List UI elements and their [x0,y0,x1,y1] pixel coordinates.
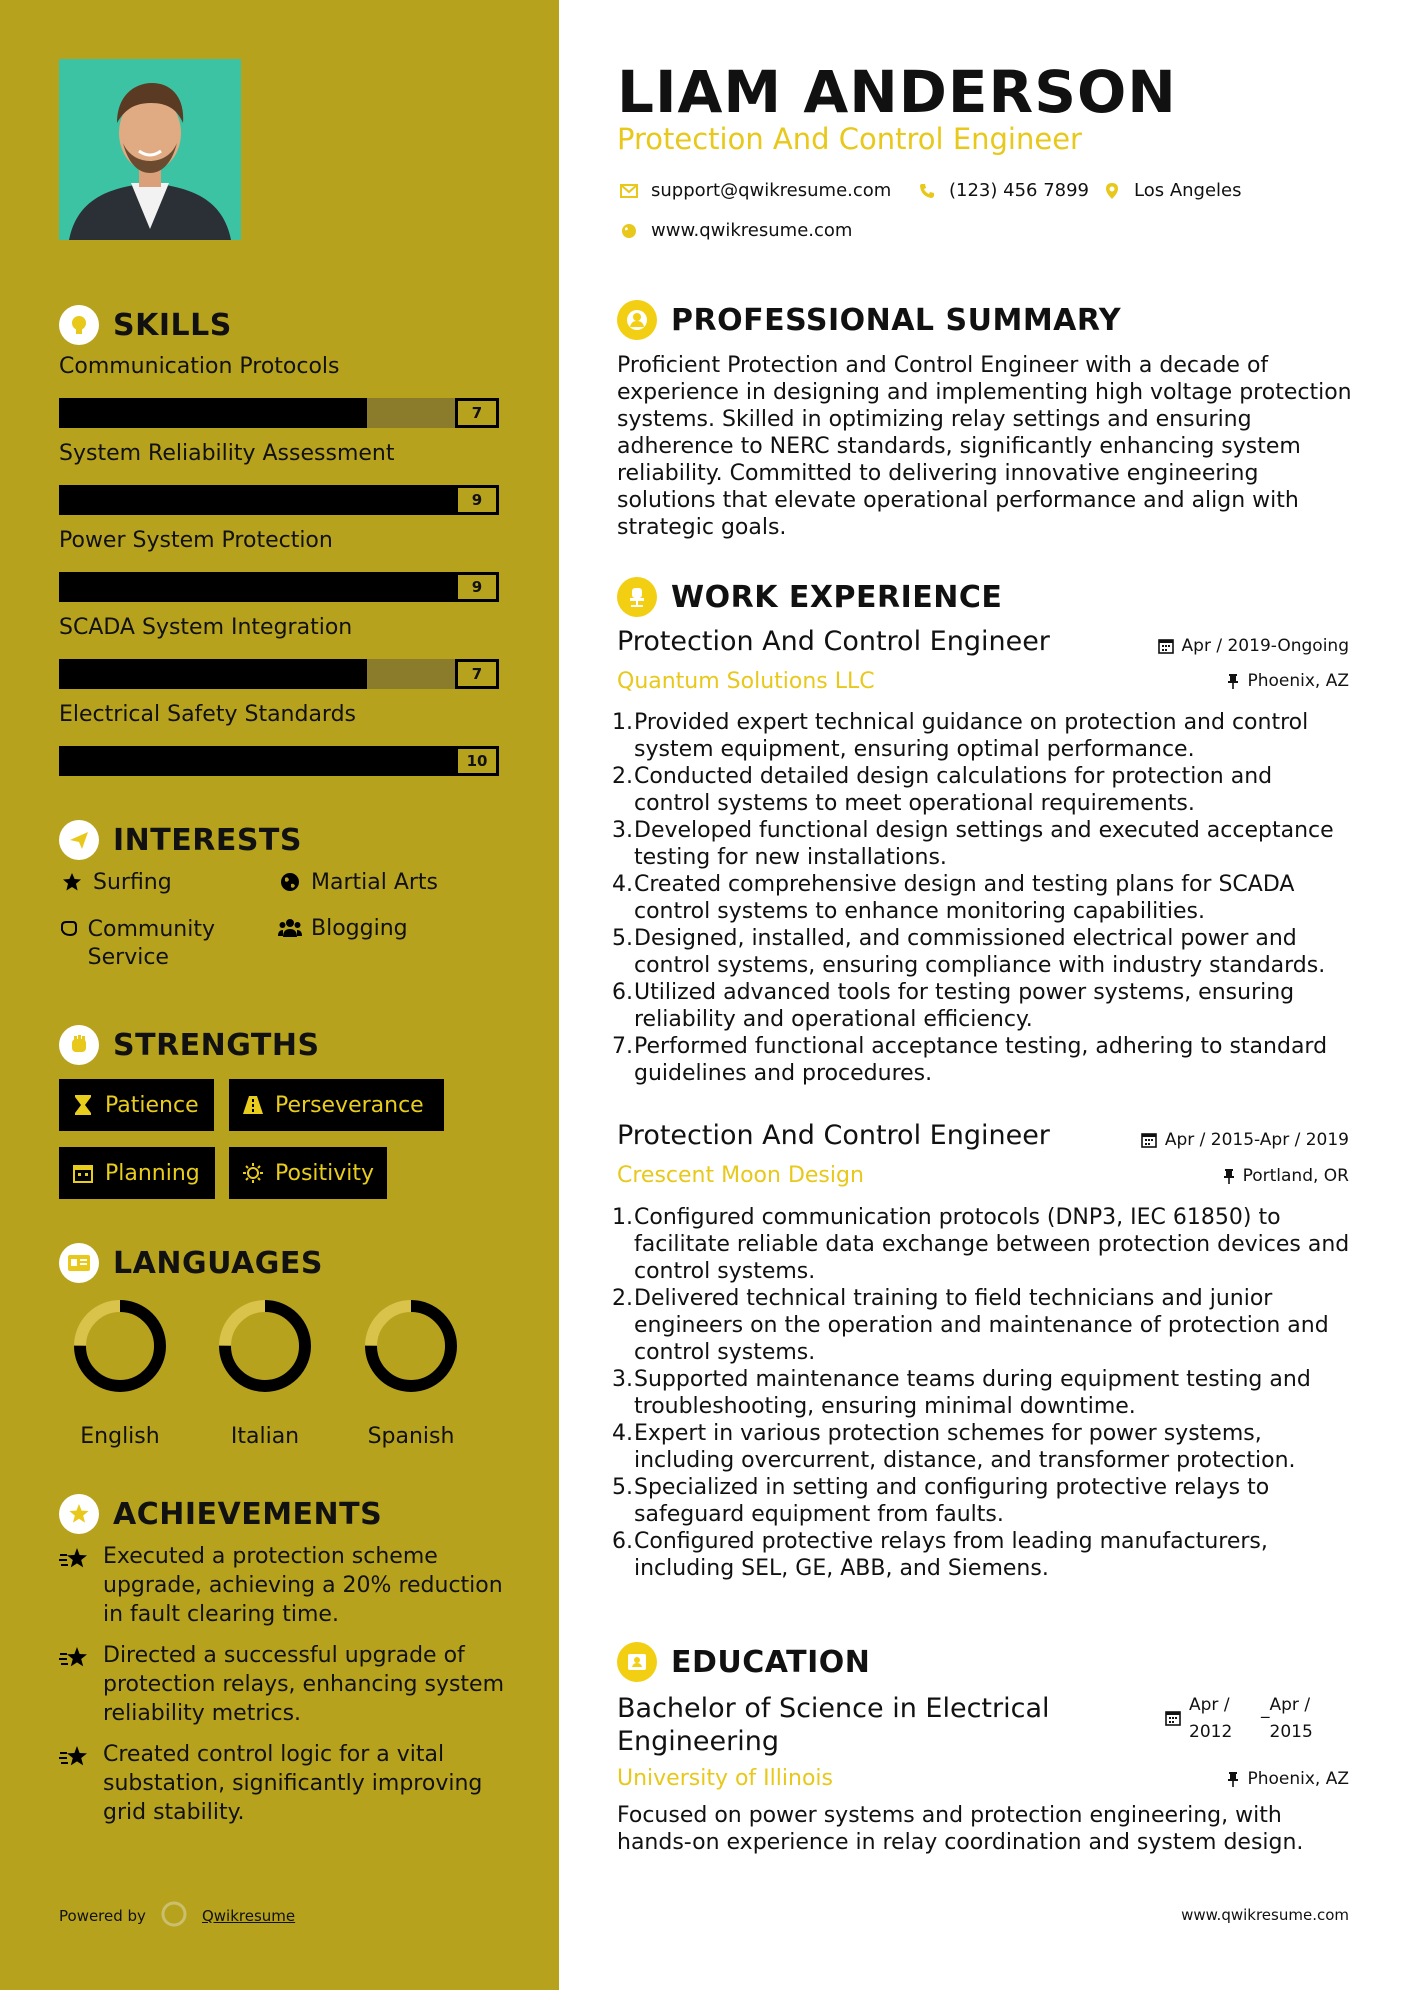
job-location [1227,671,1349,691]
skill-bar [59,746,499,776]
education-date-separator: _ [1261,1699,1270,1719]
job-bullet: 4. Created comprehensive design and testing plans for SCADA control systems to enhance monitoring capabilities. [612,872,1295,924]
job-dates [1158,636,1349,656]
contact-website [617,220,852,241]
company-name: Crescent Moon Design [617,1163,864,1188]
website-text[interactable]: www.qwikresume.com [651,220,853,241]
language-label: English [80,1424,160,1449]
job-bullet: 3. Developed functional design settings and executed acceptance testing for new installations. [612,818,1334,870]
achievement-text: Directed a successful upgrade of protection relays, enhancing system reliability metrics. [103,1643,505,1726]
job-bullet: 5. Designed, installed, and commissioned electrical power and control systems, ensuring compliance with industry standards. [612,926,1326,978]
paper-plane-icon [59,820,99,860]
office-chair-icon [617,577,657,617]
pushpin-icon [1223,1168,1235,1184]
summary-text: Proficient Protection and Control Engineer with a decade of experience in designing and implementing high voltage protection systems. Skilled in optimizing relay settings and ensuring adherence to NERC standards, significantly enhancing system reliability. Committed to delivering innovative engineering solutions that elevate operational performance and align with strategic goals. [617,353,1352,540]
summary-title: PROFESSIONAL SUMMARY [671,302,1122,338]
company-name: Quantum Solutions LLC [617,669,875,694]
language-label: Italian [230,1424,300,1449]
star-icon [59,870,85,892]
interest-item [59,916,259,972]
education-location-text: Phoenix, AZ [1247,1769,1349,1789]
skills-title: SKILLS [113,307,232,343]
strengths-header [59,1025,320,1065]
strength-chip [229,1147,387,1199]
strengths-title: STRENGTHS [113,1027,320,1063]
education-degree: Bachelor of Science in Electrical Engineering [617,1693,1050,1757]
calendar-icon [1165,1692,1181,1726]
job-bullet: 6. Utilized advanced tools for testing power systems, ensuring reliability and operational efficiency. [612,980,1295,1032]
interest-item [277,916,408,941]
fist-icon [59,1025,99,1065]
job-dates-text: Apr / 2019-Ongoing [1181,636,1349,656]
sidebar [0,0,559,1990]
job-bullets [612,709,1352,1087]
strength-label: Planning [105,1160,200,1186]
language-item [200,1298,330,1449]
skill-name: Electrical Safety Standards [59,702,357,727]
job-dates [1141,1130,1349,1150]
achievement-text: Executed a protection scheme upgrade, achieving a 20% reduction in fault clearing time. [103,1544,503,1627]
education-date-start: Apr / 2012 [1189,1695,1233,1742]
lightbulb-icon [59,305,99,345]
achievement-text: Created control logic for a vital substation, significantly improving grid stability. [103,1742,483,1825]
skill-item [59,615,499,689]
education-dates [1165,1692,1313,1746]
pushpin-icon [1227,673,1239,689]
interest-item [277,870,438,895]
skill-bar-fill [59,659,367,689]
globe-icon [277,870,303,892]
envelope-icon [617,184,641,198]
skill-item [59,702,499,776]
languages-header [59,1243,323,1283]
education-description: Focused on power systems and protection engineering, with hands-on experience in relay coordination and system design. [617,1803,1304,1855]
job-bullet: 2. Delivered technical training to field technicians and junior engineers on the operation and maintenance of protection and control systems. [612,1286,1329,1365]
job-bullet: 3. Supported maintenance teams during equipment testing and troubleshooting, ensuring minimal downtime. [612,1367,1311,1419]
job-bullet: 7. Performed functional acceptance testing, adhering to standard guidelines and procedures. [612,1034,1328,1086]
job-bullet: 1. Provided expert technical guidance on protection and control system equipment, ensuring optimal performance. [612,710,1309,762]
strength-chip [59,1147,215,1199]
candidate-name: LIAM ANDERSON [617,58,1177,126]
work-header [617,577,1002,617]
skill-level: 9 [455,485,499,515]
strength-chip [229,1079,444,1131]
language-item [55,1298,185,1449]
strength-chip [59,1079,214,1131]
summary-header [617,300,1121,340]
job-bullet: 5. Specialized in setting and configuring protective relays to safeguard equipment from faults. [612,1475,1270,1527]
skills-header [59,305,232,345]
shooting-star-icon [59,1740,91,1774]
language-ring [217,1298,313,1394]
skill-bar [59,659,499,689]
job-bullet: 6. Configured protective relays from leading manufacturers, including SEL, GE, ABB, and Siemens. [612,1529,1268,1581]
education-header [617,1642,870,1682]
contact-email [617,180,891,201]
skill-bar [59,572,499,602]
job-bullet: 2. Conducted detailed design calculations for protection and control systems to meet operational requirements. [612,764,1273,816]
language-item [346,1298,476,1449]
job-title: Protection And Control Engineer [617,626,1050,657]
contact-location [1100,180,1242,201]
calendar-icon [1158,638,1174,654]
interest-label: Community Service [87,917,215,970]
users-icon [277,916,303,938]
achievement-item [59,1641,509,1728]
interest-item [59,870,172,895]
education-location [1227,1769,1349,1789]
calendar-icon [1141,1132,1157,1148]
strength-label: Positivity [275,1160,375,1186]
achievements-title: ACHIEVEMENTS [113,1496,383,1532]
location-text: Los Angeles [1134,180,1242,201]
job-location-text: Phoenix, AZ [1247,671,1349,691]
phone-icon [915,183,939,199]
skill-bar-fill [59,398,367,428]
skill-bar [59,398,499,428]
id-card-icon [59,1243,99,1283]
contact-phone [915,180,1089,201]
skill-item [59,528,499,602]
candidate-role: Protection And Control Engineer [617,122,1082,156]
interest-label: Blogging [311,916,408,941]
education-date-end: Apr / 2015 [1269,1695,1313,1742]
interest-label: Martial Arts [311,870,439,895]
qwikresume-link[interactable]: Qwikresume [201,1907,296,1925]
map-pin-icon [1100,182,1124,200]
phone-text: (123) 456 7899 [949,180,1090,201]
user-icon [617,300,657,340]
strength-label: Patience [105,1092,199,1118]
achievements-header [59,1494,382,1534]
strength-label: Perseverance [275,1092,424,1118]
job-location-text: Portland, OR [1242,1166,1349,1186]
job-title: Protection And Control Engineer [617,1120,1050,1151]
language-ring [363,1298,459,1394]
hourglass-icon [71,1094,95,1116]
road-icon [241,1095,265,1115]
skill-bar-fill [59,572,455,602]
skill-level: 7 [455,659,499,689]
skill-bar [59,485,499,515]
language-label: Spanish [367,1424,455,1449]
powered-by-label: Powered by [59,1907,146,1925]
job-dates-text: Apr / 2015-Apr / 2019 [1164,1130,1349,1150]
skill-level: 7 [455,398,499,428]
shooting-star-icon [59,1542,91,1576]
skill-level: 9 [455,572,499,602]
skill-bar-fill [59,746,499,776]
interests-title: INTERESTS [113,822,302,858]
qwikresume-logo-icon [160,1900,188,1932]
skill-name: Communication Protocols [59,354,340,379]
profile-photo [59,59,241,240]
skill-bar-fill [59,485,455,515]
skill-name: System Reliability Assessment [59,441,395,466]
skill-name: SCADA System Integration [59,615,353,640]
hand-icon [59,916,80,938]
skill-level: 10 [455,746,499,776]
shooting-star-icon [59,1641,91,1675]
graduation-icon [617,1642,657,1682]
job-location [1223,1166,1349,1186]
pushpin-icon [1227,1771,1239,1787]
skill-item [59,441,499,515]
powered-by [59,1900,295,1932]
job-bullet: 1. Configured communication protocols (DNP3, IEC 61850) to facilitate reliable data exchange between protection devices and control systems. [612,1205,1350,1284]
sun-icon [241,1162,265,1184]
achievement-item [59,1542,509,1629]
footer-website[interactable]: www.qwikresume.com [1181,1906,1349,1924]
interest-label: Surfing [93,870,172,895]
interests-header [59,820,302,860]
email-text[interactable]: support@qwikresume.com [651,180,892,201]
calendar-icon [71,1163,95,1183]
languages-title: LANGUAGES [113,1245,323,1281]
job-bullet: 4. Expert in various protection schemes for power systems, including overcurrent, distance, and transformer protection. [612,1421,1296,1473]
language-ring [72,1298,168,1394]
school-name: University of Illinois [617,1766,833,1791]
skill-item [59,354,499,428]
education-title: EDUCATION [671,1644,871,1680]
globe-icon [617,223,641,239]
skill-name: Power System Protection [59,528,333,553]
job-bullets [612,1204,1352,1582]
trophy-star-icon [59,1494,99,1534]
achievement-item [59,1740,509,1827]
work-title: WORK EXPERIENCE [671,579,1003,615]
